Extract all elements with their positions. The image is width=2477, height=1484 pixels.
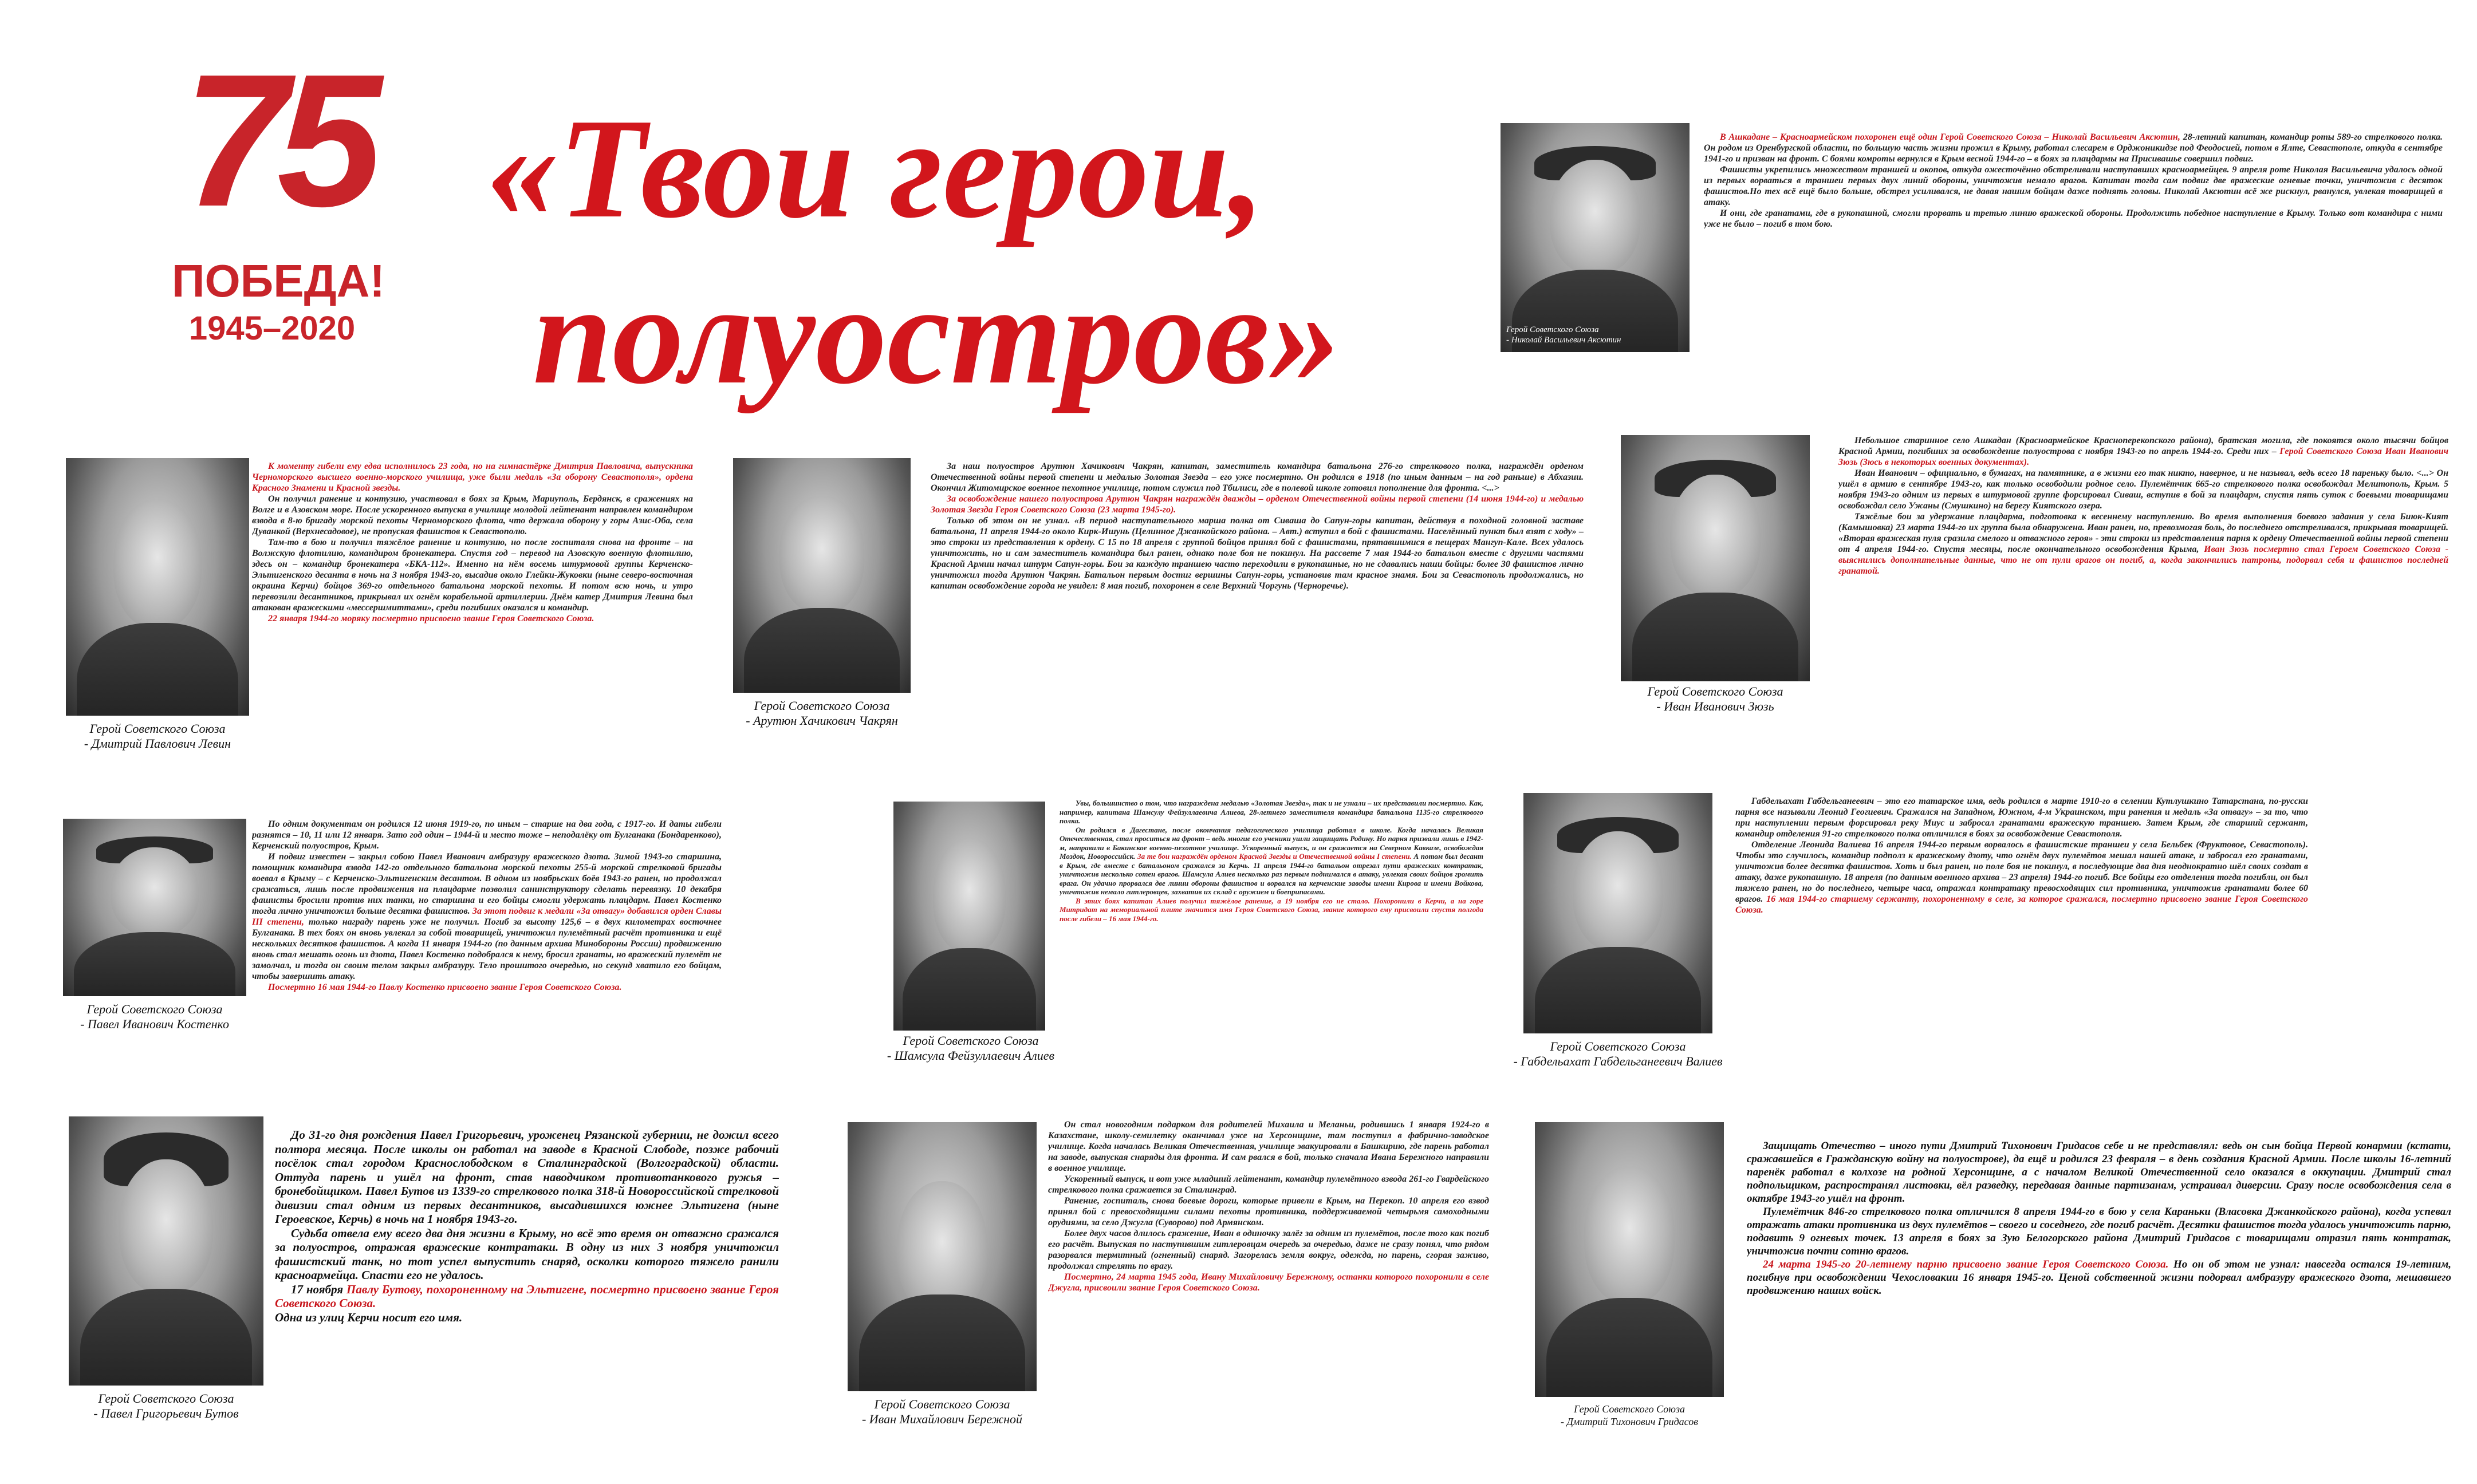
- title-line-2: полуостров»: [533, 255, 1341, 414]
- paragraph: Одна из улиц Керчи носит его имя.: [275, 1310, 463, 1324]
- caption-valiev: [1512, 1039, 1724, 1069]
- paragraph: Он получил ранение и контузию, участвовал в боях за Крым, Мариуполь, Бердянск, в сражениях на Волге и в Азовском море. После ускоренного выпуска в училище молодой лейтенант направлен командиром взвода в 8-ю бригаду морской пехоты Черноморского флота, что держала оборону у горы Азис-Оба, села Дуванкой (Верхнесадовое), не пропуская фашистов к Севастополю.: [252, 494, 693, 536]
- title-line-1: «Твои герои,: [487, 89, 1265, 248]
- caption-kostenko: [63, 1002, 246, 1032]
- paragraph: Там-то в бою и получил тяжёлое ранение и контузию, но после госпиталя снова на фронте – на Волжскую флотилию, командиром бронекатера. Спустя год – перевод на Азовскую военную флотилию, здесь он – командир бронекатера «БКА-112». Именно на нём восемь штурмовой группы Керченско-Эльтигенского десанта в ночь на 3 ноября 1943-го, высадив около Глейки-Жуковки (ныне северо-восточная окраина Керчи) бойцов 369-го отдельного батальона морской пехоты. И потом всю ночь, и утро перевозили десантников, прикрывал их огнём корабельной артиллерии. Днём катер Дмитрия Левина был атакован вражескими «мессершмиттами», среди погибших оказался и командир.: [252, 538, 693, 613]
- hero-text-aksyutin: [1704, 132, 2443, 346]
- logo-word: ПОБЕДА!: [172, 255, 385, 306]
- red-mid: За освобождение нашего полуострова Арутюн Чакрян награждён дважды – орденом Отечественной войны первой степени (14 июня 1944-го) и медалью Золотая Звезда Героя Советского Союза (23 марта 1945-го).: [931, 494, 1584, 515]
- caption-title: Герой Советского Союза: [89, 721, 226, 736]
- paragraph: И подвиг известен – закрыл собою Павел Иванович амбразуру вражеского дзота. Зимой 1943-го старшина, помощник командира взвода 142-го отдельного батальона морской пехоты 255-й морской стрелковой бригады воевал в Крыму – с Керченско-Эльтигенским десантом. В одном из ноябрьских боёв 1943-го ранен, но продолжал сражаться, лишь после продвижения на плацдарме позволил санинструктору сделать перевязку. 10 декабря фашисты бросили против них танки, но старшина и его бойцы смогли удержать плацдарм. Павел Костенко тогда лично уничтожил больше десятка фашистов.: [252, 852, 722, 916]
- paragraph: Небольшое старинное село Ашкадан (Красноармейское Красноперекопского района), братская могила, где покоятся около тысячи бойцов Красной Армии, погибших за освобождение полуострова с ноября 1943-го по апрель 1944-го. Среди них –: [1838, 436, 2448, 456]
- caption-title: Герой Советского Союза: [98, 1391, 234, 1406]
- caption-zyuz: [1615, 684, 1816, 714]
- paragraph: Более двух часов длилось сражение, Иван в одиночку залёг за одним из пулемётов, после того как погиб его расчёт. Выпуская по наступившим гитлеровцам очередь за очередью, даже не сразу понял, что рядом разорвался термитный (огненный) снаряд. Загорелась земля вокруг, одежда, но парень, сгорая заживо, продолжал стрелять по врагу.: [1048, 1229, 1489, 1271]
- caption-aliev: [885, 1033, 1057, 1063]
- caption-title: Герой Советского Союза: [1506, 325, 1599, 334]
- paragraph: Пулемётчик 846-го стрелкового полка отличился 8 апреля 1944-го в бою у села Караньки (Власовка Джанкойского района), когда успевал отражать атаки противника из двух пулемётов – своего и соседнего, где погиб расчёт. Десятки фашистов тогда удалось уничтожить парню, подавить 9 огневых точек. 13 апреля в боях за Зую Белогорского района Дмитрий Гридасов с товарищами отразил пять контратак, уничтожив почти сотню врагов.: [1747, 1206, 2451, 1257]
- paragraph: До 31-го дня рождения Павел Григорьевич, уроженец Рязанской губернии, не дожил всего полтора месяца. После школы он работал на заводе в Красной Слободе, позже рабочий посёлок стал городом Краснослободском в Сталинградской (Волгоградской) области. Оттуда парень и ушёл на фронт, став наводчиком противотанкового ружья – бронебойщиком. Павел Бутов из 1339-го стрелкового полка 318-й Новороссийской стрелковой дивизии стал одним из первых десантников, высадившихся южнее Эльтигена (ныне Героевское, Керчь) в ночь на 1 ноября 1943-го.: [275, 1128, 779, 1226]
- hero-text-kostenko: [252, 819, 722, 1059]
- portrait-gridasov: [1535, 1122, 1724, 1397]
- paragraph: Фашисты укрепились множеством траншей и окопов, откуда ожесточённо обстреливали наступавших красноармейцев. 9 апреля роте Николая Васильевича удалось одной из первых ворваться в траншеи первых двух линий обороны, уничтожив немало врагов. Капитан тогда сам подвиг две вражеские огневые точки, уничтожив с десяток фашистов.Но тех всё ещё было больше, обстрел усиливался, не давая нашим бойцам даже поднять головы. Николай Аксютин всё же рискнул, рванулся, увлекая товарищей в атаку.: [1704, 165, 2443, 207]
- red-mid: За те бои награждён орденом Красной Звезды и Отечественной войны I степени.: [1137, 852, 1412, 861]
- portrait-valiev: [1523, 793, 1712, 1033]
- paragraph: Увы, большинство о том, что награждена медалью «Золотая Звезда», так и не узнали – их представили посмертно. Как, например, капитана Шамсулу Фейзуллаевича Алиева, 28-летнего заместителя командира батальона 1135-го стрелкового полка.: [1060, 799, 1483, 825]
- caption-title: Герой Советского Союза: [903, 1033, 1039, 1048]
- hero-text-valiev: [1735, 796, 2308, 1059]
- paragraph: Он родился в Дагестане, после окончания педагогического училища работал в школе. Когда началась Великая Отечественная, стал проситься на фронт – ведь многие его ученики ушли защищать Родину. Но парня призвали лишь в 1942-м, направили в Бакинское военно-пехотное училище. Ускоренный выпуск, и он сражается на Северном Кавказе, освобождая Моздок, Новороссийск.: [1060, 825, 1483, 861]
- hero-text-gridasov: [1747, 1139, 2451, 1408]
- caption-name: - Павел Иванович Костенко: [80, 1017, 229, 1031]
- portrait-butov: [69, 1116, 263, 1386]
- caption-gridasov: [1526, 1403, 1732, 1428]
- paragraph: 17 ноября: [291, 1282, 344, 1296]
- red-outro: Посмертно 16 мая 1944-го Павлу Костенко присвоено звание Героя Советского Союза.: [268, 982, 622, 992]
- caption-title: Герой Советского Союза: [874, 1397, 1010, 1411]
- paragraph: Защищать Отечество – иного пути Дмитрий Тихонович Гридасов себе и не представлял: ведь он сын бойца Первой конармии (кстати, сражавшейся в Гражданскую войну на полуострове), да ещё и родился 23 февраля – в день создания Красной Армии. После школы 16-летний паренёк работал в колхозе на родной Херсонщине, а с началом Великой Отечественной село оказался в оккупации. Дмитрий стал подпольщиком, распространял листовки, вёл разведку, передавая данные партизанам, устраивал диверсии. Сразу после освобождения села в октябре 1943-го ушёл на фронт.: [1747, 1140, 2451, 1205]
- paragraph: А потом был десант в Крым, где вместе с батальоном сражался за Керчь. 11 апреля 1944-го батальон отрезал пути вражеских контратак, уничтожив несколько сотен врагов. Шамсула Алиев несколько раз первым поднимался в атаку, увлекая своих бойцов громить врага. Он удачно прорвался две линии обороны фашистов и ворвался на керченские заводы имени Кирова и имени Войкова, уничтожив немало гитлеровцев, захватив их склад с оружием и боеприпасами.: [1060, 852, 1483, 896]
- paragraph: Тяжёлые бои за удержание плацдарма, подготовка к весеннему наступлению. Во время выполнения боевого задания у села Биюк-Кият (Камышовка) 23 марта 1944-го их группа была обнаружена. Иван ранен, но, превозмогая боль, до последнего отстреливался, прикрывая товарищей. «Вторая вражеская пуля сразила смелого и отважного героя» - эти строки из представления парня к ордену Отечественной войны первой степени от 4 апреля 1944-го. Спустя месяцы, после окончательного освобождения Крыма,: [1838, 512, 2448, 554]
- red-outro: Посмертно, 24 марта 1945 года, Ивану Михайловичу Бережному, останки которого похоронили в селе Джугла, присвоили звание Героя Советского Союза.: [1048, 1272, 1489, 1293]
- portrait-kostenko: [63, 819, 246, 996]
- paragraph: только награду парень уже не получил. Погиб за высоту 125,6 – в двух километрах восточнее Булганака. В тех боях он вновь увлекал за собой товарищей, уничтожил пулемётный расчёт противника и ещё нескольких десятков фашистов. А когда 11 января 1944-го (по данным архива Минобороны России) продвижению вновь стал мешать огонь из дзота, Павел Костенко подобрался к нему, бросил гранаты, но вражеский пулемёт не замолчал, и тогда он своим телом закрыл амбразуру. Тело прошитого очередью, но секунд хватило его бойцам, чтобы завершить атаку.: [252, 917, 722, 981]
- caption-name: - Габдельахат Габдельганеевич Валиев: [1513, 1054, 1723, 1068]
- paragraph: 28-летний капитан, командир роты 589-го стрелкового полка. Он родом из Оренбургской области, по большую часть жизни прожил в Крыму, работал слесарем в Орджоникидзе под Феодосией, потом в Ялте, Севастополе, откуда в сентябре 1941-го и призван на фронт. С боями комроты вернулся в Крым весной 1944-го – в боях за плацдармы на Присивашье совершил подвиг.: [1704, 132, 2443, 164]
- portrait-berezhnoy: [848, 1122, 1037, 1391]
- red-outro: Павлу Бутову, похороненному на Эльтигене, посмертно присвоено звание Героя Советского Союза.: [275, 1282, 779, 1310]
- caption-name: - Павел Григорьевич Бутов: [93, 1406, 239, 1420]
- paragraph: Судьба отвела ему всего два дня жизни в Крыму, но всё это время он отважно сражался за полуостров, отражая вражеские контратаки. В одну из них 3 ноября уничтожил фашистский танк, но тот успел выпустить снаряд, осколки которого тяжело ранили красноармейца. Спасти его не удалось.: [275, 1226, 779, 1282]
- red-outro: Иван Зюзь посмертно стал Героем Советского Союза - выяснились дополнительные данные, что не от пули врагов он погиб, а, когда закончились патроны, подорвал себя и фашистов последней гранатой.: [1838, 544, 2448, 576]
- portrait-chakryan: [733, 458, 911, 693]
- paragraph: Габдельахат Габдельганеевич – это его татарское имя, ведь родился в марте 1910-го в селении Кутлушкино Татарстана, по-русски парня все называли Леонид Геогиевич. Сражался на Западном, Южном, 4-м Украинском, три ранения и медаль «За отвагу» – за то, что при наступлении первым форсировал реку Миус и забросал гранатами вражескую траншею. Затем Крым, где старший сержант, командир отделения 91-го стрелкового полка отличился в боях за освобождение Севастополя.: [1735, 796, 2308, 839]
- victory-75-logo: [172, 34, 385, 355]
- red-outro: В этих боях капитан Алиев получил тяжёлое ранение, а 19 ноября его не стало. Похоронили в Керчи, а на горе Митридат на мемориальной плите значится имя Героя Советского Союза, звание которого ему присвоили спустя полгода после гибели – 16 мая 1944-го.: [1060, 896, 1483, 923]
- red-mid: 24 марта 1945-го 20-летнему парню присвоено звание Героя Советского Союза.: [1763, 1258, 2169, 1270]
- paragraph: Он стал новогодним подарком для родителей Михаила и Меланьи, родившись 1 января 1924-го в Казахстане, школу-семилетку оканчивал уже на Херсонщине, там поступил в фабрично-заводское училище. Когда началась Великая Отечественная, училище эвакуировали в Башкирию, где парень работал на заводе, выпуская снаряды для фронта. И сам рвался в бой, только сначала Ивана Бережного направили в военное училище.: [1048, 1120, 1489, 1173]
- logo-number: 75: [183, 34, 371, 246]
- portrait-aliev: [893, 802, 1045, 1031]
- hero-text-chakryan: [931, 461, 1584, 730]
- caption-name: - Дмитрий Тихонович Гридасов: [1560, 1416, 1699, 1427]
- caption-title: Герой Советского Союза: [1647, 684, 1783, 698]
- hero-text-butov: [275, 1128, 779, 1414]
- red-intro: К моменту гибели ему едва исполнилось 23 года, но на гимнастёрке Дмитрия Павловича, выпускника Черноморского высшего военно-морского училища, уже были медаль «За оборону Севастополя», ордена Красного Знамени и Красной звезды.: [252, 461, 693, 493]
- paragraph: Ускоренный выпуск, и вот уже младший лейтенант, командир пулемётного взвода 261-го Гвардейского стрелкового полка сражается за Сталинград.: [1048, 1174, 1489, 1195]
- caption-name: - Иван Иванович Зюзь: [1656, 699, 1774, 713]
- caption-name: - Шамсула Фейзуллаевич Алиев: [887, 1048, 1055, 1063]
- paragraph: Отделение Леонида Валиева 16 апреля 1944-го первым ворвалось в фашистские траншеи у села Бельбек (Фруктовое, Севастополь). Чтобы это случилось, командир подполз к вражескому дзоту, что огнём двух пулемётов мешал нашей атаке, и забросал его гранатами, уничтожив более десятка фашистов. Хоть и был ранен, но поле боя не покинул, в последующие два дня неоднократно шёл своих создат в атаку, даже рукопашную. 18 апреля (по данным военного архива – 23 апреля) 1944-го погиб. Все бойцы его отделения тогда погибли, он был тяжело ранен, но до последнего, четыре часа, отражал контратаку превосходящих сил противника, уничтожив гранатами более 60 врагов.: [1735, 840, 2308, 904]
- paragraph: По одним документам он родился 12 июня 1919-го, по иным – старше на два года, с 1917-го. И даты гибели разнятся – 10, 11 или 12 января. Зато год один – 1944-й и место тоже – неподалёку от Булганака (Бондаренково), Керченский полуостров, Крым.: [252, 819, 722, 851]
- portrait-levin: [66, 458, 249, 716]
- caption-name: - Арутюн Хачикович Чакрян: [746, 713, 898, 728]
- paragraph: Ранение, госпиталь, снова боевые дороги, которые привели в Крым, на Перекоп. 10 апреля его взвод принял бой с превосходящими силами пехоты противника, поддерживаемой четырьмя самоходными орудиями, за село Джугла (Суворово) под Армянском.: [1048, 1196, 1489, 1228]
- red-mid: Герой Советского Союза Иван Иванович Зюзь (Зюсь в некоторых военных документах).: [1838, 447, 2448, 467]
- hero-text-levin: [252, 461, 693, 730]
- red-outro: 22 января 1944-го моряку посмертно присвоено звание Героя Советского Союза.: [268, 614, 594, 623]
- page-title: [487, 86, 1403, 418]
- caption-name: - Дмитрий Павлович Левин: [84, 736, 231, 751]
- caption-butov: [63, 1391, 269, 1421]
- caption-title: Герой Советского Союза: [754, 698, 890, 713]
- hero-text-zyuz: [1838, 435, 2448, 733]
- paragraph: За наш полуостров Арутюн Хачикович Чакрян, капитан, заместитель командира батальона 276-го стрелкового полка, награждён орденом Отечественной войны первой степени и медалью Золотая Звезда – его уже посмертно. Он родился в 1918 (по иным данным – на год раньше) в Абхазии. Окончил Житомирское военное пехотное училище, потом служил под Тбилиси, где в полевой школе готовил пополнение для фронта. <...>: [931, 461, 1584, 493]
- caption-title: Герой Советского Союза: [86, 1002, 223, 1016]
- caption-berezhnoy: [842, 1397, 1042, 1427]
- red-outro: 16 мая 1944-го старшему сержанту, похороненному в селе, за которое сражался, посмертно присвоено звание Героя Советского Союза.: [1735, 894, 2308, 915]
- logo-years: 1945–2020: [188, 310, 356, 347]
- caption-name: - Иван Михайлович Бережной: [861, 1412, 1023, 1426]
- red-intro: В Ашкадане – Красноармейском похоронен ещё один Герой Советского Союза – Николай Васильевич Аксютин,: [1720, 132, 2180, 142]
- hero-text-berezhnoy: [1048, 1119, 1489, 1440]
- caption-title: Герой Советского Союза: [1550, 1039, 1686, 1053]
- portrait-aksyutin: [1501, 123, 1690, 352]
- portrait-zyuz: [1621, 435, 1810, 681]
- caption-chakryan: [722, 698, 922, 728]
- hero-text-aliev: [1060, 799, 1483, 1073]
- caption-levin: [66, 721, 249, 751]
- paragraph: Иван Иванович – официально, в бумагах, на памятнике, а в жизни его так никто, наверное, и не называл, ведь всего 18 пареньку было. <...> Он ушёл в армию в сентябре 1943-го, как только освободили родное село. Пулемётчик 665-го стрелкового полка освобождал Мелитополь, Крым. 5 ноября 1943-го одним из первых в штурмовой группе форсировал Сиваш, вступив в бой за плацдарм, спустя пять суток с боевыми товарищами освобождал село Ужаны (Смушкино) на берегу Киятского озера.: [1838, 468, 2448, 511]
- red-mid: За этот подвиг к медали «За отвагу» добавился орден Славы III степени,: [252, 906, 722, 927]
- caption-name: - Николай Васильевич Аксютин: [1506, 336, 1621, 345]
- paragraph: Но он об этом не узнал: навсегда остался 19-летним, погибнув при освобождении Чехословакии 16 января 1945-го. Ценой собственной жизни подорвал амбразуру вражеского дзота, мешавшего продвижению наших войск.: [1747, 1258, 2451, 1297]
- paragraph: И они, где гранатами, где в рукопашной, смогли прорвать и третью линию вражеской обороны. Продолжить победное наступление в Крыму. Только вот командира с ними уже не было – погиб в том бою.: [1704, 208, 2443, 229]
- paragraph: Только об этом он не узнал. «В период наступательного марша полка от Сиваша до Сапун-горы капитан, действуя в походной головной заставе батальона, 11 апреля 1944-го около Кирк-Ишунь (Целинное Джанкойского района. – Авт.) вступил в бой с фашистами. Населённый пункт был взят с ходу» – это строки из представления к ордену. С 15 по 18 апреля с группой бойцов принял бой с фашистами, прятавшимися в пещерах Мангуп-Кале. Всех удалось уничтожить, но и сам заместитель командира был ранен, однако поле боя не покинул. На рассвете 7 мая 1944-го батальон вместе с другими частями Красной Армии начал штурм Сапун-горы. Бои за каждую траншею часто переходили в рукопашные, но не сдавались наши бойцы: более 30 фашистов лично уничтожил тогда Арутюн Чакрян. Батальон первым достиг вершины Сапун-горы, установив там красное знамя. Бои за Севастополь продолжались, но капитан освобождение города не увидел: 8 мая погиб, похоронен в селе Верхний Чоргунь (Черноречье).: [931, 516, 1584, 591]
- caption-title: Герой Советского Союза: [1574, 1403, 1685, 1415]
